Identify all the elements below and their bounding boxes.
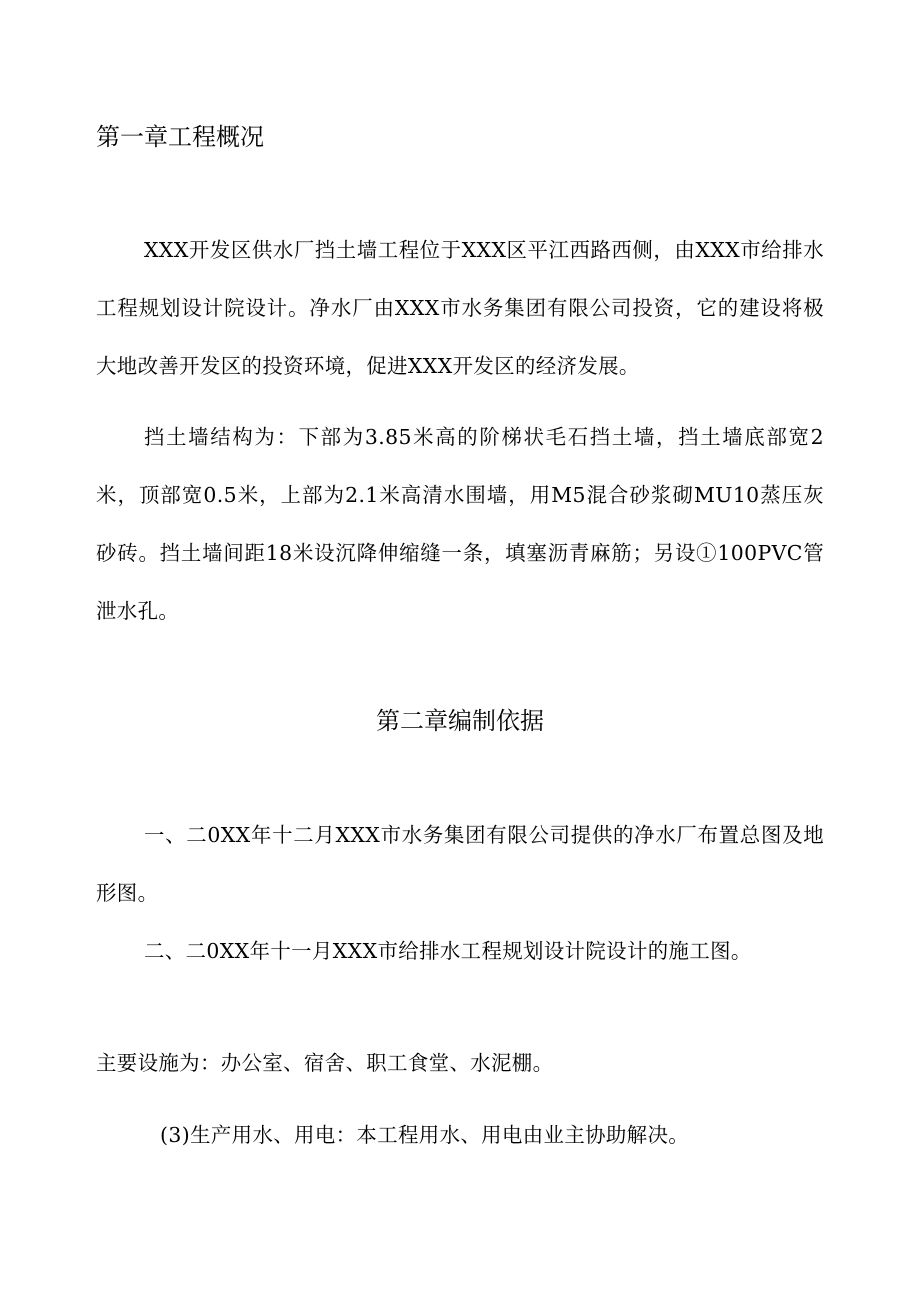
project-overview-paragraph: XXX开发区供水厂挡土墙工程位于XXX区平江西路西侧，由XXX市给排水工程规划设计院设计。净水厂由XXX市水务集团有限公司投资，它的建设将极大地改善开发区的投资环境，促进XXX开发区的经济发展。 [96,238,824,378]
facilities-paragraph: 主要设施为：办公室、宿舍、职工食堂、水泥棚。 [96,1051,554,1075]
basis-item-1: 一、二0XX年十二月XXX市水务集团有限公司提供的净水厂布置总图及地形图。 [96,823,824,905]
basis-item-2: 二、二0XX年十一月XXX市给排水工程规划设计院设计的施工图。 [144,939,752,963]
chapter-2-title: 第二章编制依据 [376,707,544,735]
chapter-1-title: 第一章工程概况 [96,123,264,151]
retaining-wall-structure-paragraph: 挡土墙结构为：下部为3.85米高的阶梯状毛石挡土墙，挡土墙底部宽2米，顶部宽0.5米，上部为2.1米高清水围墙，用M5混合砂浆砌MU10蒸压灰砂砖。挡土墙间距18米设沉降伸缩缝一条，填塞沥青麻筋；另设①100PVC管泄水孔。 [96,425,824,623]
utilities-paragraph: (3)生产用水、用电：本工程用水、用电由业主协助解决。 [160,1123,690,1147]
